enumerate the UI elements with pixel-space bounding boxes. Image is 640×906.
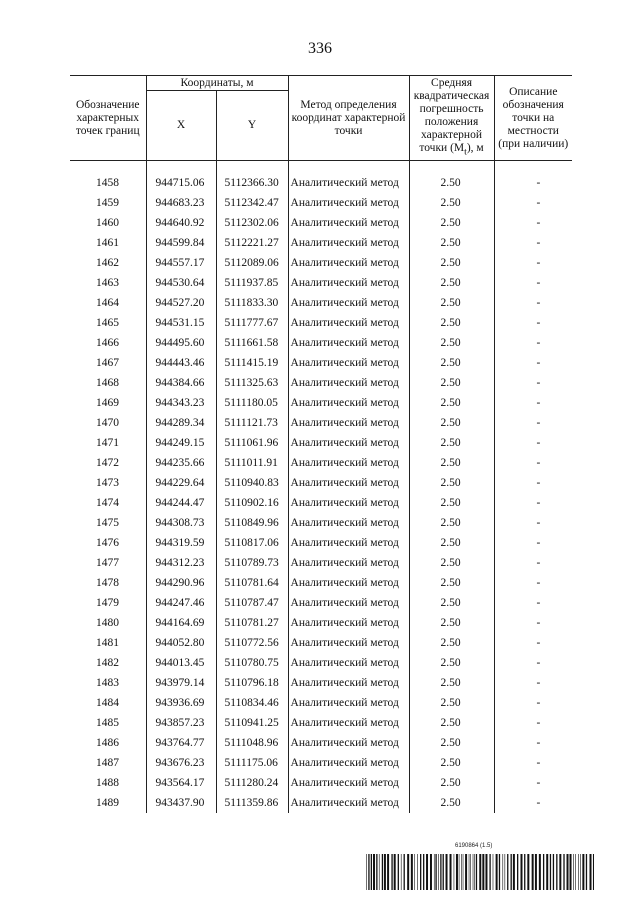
method-cell: Аналитический метод xyxy=(288,573,409,593)
error-cell: 2.50 xyxy=(409,673,494,693)
y-coordinate-cell: 5110817.06 xyxy=(216,533,288,553)
error-cell: 2.50 xyxy=(409,633,494,653)
point-id-cell: 1477 xyxy=(70,553,146,573)
x-coordinate-cell: 944052.80 xyxy=(146,633,216,653)
x-coordinate-cell: 943979.14 xyxy=(146,673,216,693)
y-coordinate-cell: 5111661.58 xyxy=(216,333,288,353)
x-coordinate-cell: 944343.23 xyxy=(146,393,216,413)
x-coordinate-cell: 943764.77 xyxy=(146,733,216,753)
x-coordinate-cell: 944247.46 xyxy=(146,593,216,613)
error-cell: 2.50 xyxy=(409,793,494,813)
x-coordinate-cell: 943676.23 xyxy=(146,753,216,773)
table-row xyxy=(70,473,572,493)
description-cell: - xyxy=(494,173,572,193)
point-id-cell: 1485 xyxy=(70,713,146,733)
point-id-cell: 1489 xyxy=(70,793,146,813)
table-row xyxy=(70,793,572,813)
description-cell: - xyxy=(494,773,572,793)
point-id-cell: 1460 xyxy=(70,213,146,233)
table-row xyxy=(70,493,572,513)
description-cell: - xyxy=(494,613,572,633)
point-id-cell: 1475 xyxy=(70,513,146,533)
table-row xyxy=(70,673,572,693)
table-row xyxy=(70,633,572,653)
table-row xyxy=(70,273,572,293)
y-coordinate-cell: 5112342.47 xyxy=(216,193,288,213)
point-id-cell: 1478 xyxy=(70,573,146,593)
point-id-cell: 1466 xyxy=(70,333,146,353)
error-cell: 2.50 xyxy=(409,433,494,453)
x-coordinate-cell: 944290.96 xyxy=(146,573,216,593)
point-id-cell: 1483 xyxy=(70,673,146,693)
method-cell: Аналитический метод xyxy=(288,273,409,293)
description-cell: - xyxy=(494,793,572,813)
description-cell: - xyxy=(494,393,572,413)
method-cell: Аналитический метод xyxy=(288,413,409,433)
method-cell: Аналитический метод xyxy=(288,353,409,373)
table-row xyxy=(70,593,572,613)
y-coordinate-cell: 5110940.83 xyxy=(216,473,288,493)
y-coordinate-cell: 5111011.91 xyxy=(216,453,288,473)
point-id-cell: 1463 xyxy=(70,273,146,293)
x-coordinate-cell: 943857.23 xyxy=(146,713,216,733)
description-cell: - xyxy=(494,233,572,253)
description-cell: - xyxy=(494,713,572,733)
x-coordinate-cell: 944319.59 xyxy=(146,533,216,553)
barcode-image xyxy=(366,844,594,890)
point-id-cell: 1458 xyxy=(70,173,146,193)
method-cell: Аналитический метод xyxy=(288,653,409,673)
method-cell: Аналитический метод xyxy=(288,333,409,353)
page-number: 336 xyxy=(308,40,332,57)
table-row xyxy=(70,433,572,453)
method-cell: Аналитический метод xyxy=(288,693,409,713)
error-cell: 2.50 xyxy=(409,533,494,553)
point-id-cell: 1476 xyxy=(70,533,146,553)
description-cell: - xyxy=(494,353,572,373)
x-coordinate-cell: 944715.06 xyxy=(146,173,216,193)
point-id-cell: 1471 xyxy=(70,433,146,453)
table-row xyxy=(70,613,572,633)
y-coordinate-cell: 5110772.56 xyxy=(216,633,288,653)
method-cell: Аналитический метод xyxy=(288,473,409,493)
point-id-cell: 1486 xyxy=(70,733,146,753)
y-coordinate-cell: 5111280.24 xyxy=(216,773,288,793)
y-coordinate-cell: 5110834.46 xyxy=(216,693,288,713)
header-description: Описание обозначения точки на местности (при наличии) xyxy=(494,76,572,161)
description-cell: - xyxy=(494,273,572,293)
table-row xyxy=(70,753,572,773)
table-row xyxy=(70,393,572,413)
x-coordinate-cell: 943564.17 xyxy=(146,773,216,793)
y-coordinate-cell: 5112089.06 xyxy=(216,253,288,273)
table-row xyxy=(70,213,572,233)
table-row xyxy=(70,253,572,273)
header-coordinates: Координаты, м xyxy=(146,76,288,91)
method-cell: Аналитический метод xyxy=(288,493,409,513)
x-coordinate-cell: 944599.84 xyxy=(146,233,216,253)
method-cell: Аналитический метод xyxy=(288,293,409,313)
error-cell: 2.50 xyxy=(409,273,494,293)
description-cell: - xyxy=(494,333,572,353)
table-row xyxy=(70,413,572,433)
x-coordinate-cell: 944244.47 xyxy=(146,493,216,513)
method-cell: Аналитический метод xyxy=(288,193,409,213)
table-row xyxy=(70,453,572,473)
table-header xyxy=(70,76,572,174)
y-coordinate-cell: 5110849.96 xyxy=(216,513,288,533)
x-coordinate-cell: 943936.69 xyxy=(146,693,216,713)
y-coordinate-cell: 5110902.16 xyxy=(216,493,288,513)
description-cell: - xyxy=(494,213,572,233)
error-cell: 2.50 xyxy=(409,653,494,673)
point-id-cell: 1481 xyxy=(70,633,146,653)
point-id-cell: 1488 xyxy=(70,773,146,793)
header-y: Y xyxy=(216,91,288,161)
error-cell: 2.50 xyxy=(409,613,494,633)
y-coordinate-cell: 5112221.27 xyxy=(216,233,288,253)
error-cell: 2.50 xyxy=(409,553,494,573)
table-row xyxy=(70,513,572,533)
error-cell: 2.50 xyxy=(409,573,494,593)
y-coordinate-cell: 5111048.96 xyxy=(216,733,288,753)
x-coordinate-cell: 944557.17 xyxy=(146,253,216,273)
description-cell: - xyxy=(494,693,572,713)
description-cell: - xyxy=(494,553,572,573)
y-coordinate-cell: 5111175.06 xyxy=(216,753,288,773)
x-coordinate-cell: 944164.69 xyxy=(146,613,216,633)
x-coordinate-cell: 944384.66 xyxy=(146,373,216,393)
table-row xyxy=(70,313,572,333)
description-cell: - xyxy=(494,253,572,273)
y-coordinate-cell: 5111937.85 xyxy=(216,273,288,293)
barcode-label: 6190864 (1.5) xyxy=(455,843,493,849)
description-cell: - xyxy=(494,433,572,453)
x-coordinate-cell: 944229.64 xyxy=(146,473,216,493)
description-cell: - xyxy=(494,593,572,613)
y-coordinate-cell: 5110796.18 xyxy=(216,673,288,693)
description-cell: - xyxy=(494,513,572,533)
description-cell: - xyxy=(494,193,572,213)
error-cell: 2.50 xyxy=(409,453,494,473)
table-row xyxy=(70,733,572,753)
method-cell: Аналитический метод xyxy=(288,453,409,473)
error-cell: 2.50 xyxy=(409,693,494,713)
table-body xyxy=(70,173,572,813)
header-method: Метод определения координат характерной точки xyxy=(288,76,409,161)
y-coordinate-cell: 5111359.86 xyxy=(216,793,288,813)
table-row xyxy=(70,373,572,393)
y-coordinate-cell: 5112302.06 xyxy=(216,213,288,233)
method-cell: Аналитический метод xyxy=(288,173,409,193)
y-coordinate-cell: 5111061.96 xyxy=(216,433,288,453)
method-cell: Аналитический метод xyxy=(288,633,409,653)
point-id-cell: 1470 xyxy=(70,413,146,433)
description-cell: - xyxy=(494,653,572,673)
point-id-cell: 1473 xyxy=(70,473,146,493)
header-error xyxy=(409,76,494,161)
error-cell: 2.50 xyxy=(409,753,494,773)
x-coordinate-cell: 943437.90 xyxy=(146,793,216,813)
description-cell: - xyxy=(494,453,572,473)
y-coordinate-cell: 5111325.63 xyxy=(216,373,288,393)
method-cell: Аналитический метод xyxy=(288,393,409,413)
y-coordinate-cell: 5111121.73 xyxy=(216,413,288,433)
description-cell: - xyxy=(494,313,572,333)
method-cell: Аналитический метод xyxy=(288,553,409,573)
table-row xyxy=(70,233,572,253)
method-cell: Аналитический метод xyxy=(288,533,409,553)
description-cell: - xyxy=(494,573,572,593)
error-cell: 2.50 xyxy=(409,293,494,313)
description-cell: - xyxy=(494,373,572,393)
table-row xyxy=(70,553,572,573)
table-row xyxy=(70,773,572,793)
method-cell: Аналитический метод xyxy=(288,673,409,693)
point-id-cell: 1484 xyxy=(70,693,146,713)
header-error-subscript: t xyxy=(464,146,467,158)
point-id-cell: 1469 xyxy=(70,393,146,413)
y-coordinate-cell: 5110781.27 xyxy=(216,613,288,633)
method-cell: Аналитический метод xyxy=(288,593,409,613)
error-cell: 2.50 xyxy=(409,773,494,793)
error-cell: 2.50 xyxy=(409,253,494,273)
x-coordinate-cell: 944683.23 xyxy=(146,193,216,213)
table-row xyxy=(70,693,572,713)
table-row xyxy=(70,653,572,673)
method-cell: Аналитический метод xyxy=(288,253,409,273)
x-coordinate-cell: 944527.20 xyxy=(146,293,216,313)
x-coordinate-cell: 944495.60 xyxy=(146,333,216,353)
x-coordinate-cell: 944308.73 xyxy=(146,513,216,533)
point-id-cell: 1464 xyxy=(70,293,146,313)
point-id-cell: 1482 xyxy=(70,653,146,673)
description-cell: - xyxy=(494,293,572,313)
description-cell: - xyxy=(494,493,572,513)
method-cell: Аналитический метод xyxy=(288,233,409,253)
method-cell: Аналитический метод xyxy=(288,733,409,753)
error-cell: 2.50 xyxy=(409,593,494,613)
y-coordinate-cell: 5110787.47 xyxy=(216,593,288,613)
error-cell: 2.50 xyxy=(409,493,494,513)
method-cell: Аналитический метод xyxy=(288,513,409,533)
point-id-cell: 1487 xyxy=(70,753,146,773)
point-id-cell: 1472 xyxy=(70,453,146,473)
error-cell: 2.50 xyxy=(409,333,494,353)
method-cell: Аналитический метод xyxy=(288,433,409,453)
error-cell: 2.50 xyxy=(409,313,494,333)
description-cell: - xyxy=(494,633,572,653)
error-cell: 2.50 xyxy=(409,393,494,413)
method-cell: Аналитический метод xyxy=(288,773,409,793)
method-cell: Аналитический метод xyxy=(288,213,409,233)
header-error-suffix: ), м xyxy=(466,142,484,155)
table-row xyxy=(70,573,572,593)
y-coordinate-cell: 5111415.19 xyxy=(216,353,288,373)
table-row xyxy=(70,333,572,353)
description-cell: - xyxy=(494,733,572,753)
header-x: X xyxy=(146,91,216,161)
y-coordinate-cell: 5111833.30 xyxy=(216,293,288,313)
x-coordinate-cell: 944289.34 xyxy=(146,413,216,433)
error-cell: 2.50 xyxy=(409,473,494,493)
point-id-cell: 1465 xyxy=(70,313,146,333)
point-id-cell: 1461 xyxy=(70,233,146,253)
header-error-prefix: Средняя квадратическая погрешность положения характерной точки (M xyxy=(413,77,490,155)
table-row xyxy=(70,353,572,373)
method-cell: Аналитический метод xyxy=(288,753,409,773)
point-id-cell: 1479 xyxy=(70,593,146,613)
error-cell: 2.50 xyxy=(409,193,494,213)
y-coordinate-cell: 5111777.67 xyxy=(216,313,288,333)
x-coordinate-cell: 944640.92 xyxy=(146,213,216,233)
method-cell: Аналитический метод xyxy=(288,713,409,733)
method-cell: Аналитический метод xyxy=(288,313,409,333)
x-coordinate-cell: 944249.15 xyxy=(146,433,216,453)
y-coordinate-cell: 5110780.75 xyxy=(216,653,288,673)
point-id-cell: 1468 xyxy=(70,373,146,393)
error-cell: 2.50 xyxy=(409,173,494,193)
point-id-cell: 1480 xyxy=(70,613,146,633)
table-row xyxy=(70,193,572,213)
error-cell: 2.50 xyxy=(409,733,494,753)
method-cell: Аналитический метод xyxy=(288,793,409,813)
x-coordinate-cell: 944235.66 xyxy=(146,453,216,473)
header-designation: Обозначение характерных точек границ xyxy=(70,76,146,161)
error-cell: 2.50 xyxy=(409,373,494,393)
point-id-cell: 1474 xyxy=(70,493,146,513)
x-coordinate-cell: 944312.23 xyxy=(146,553,216,573)
table-row xyxy=(70,293,572,313)
x-coordinate-cell: 944443.46 xyxy=(146,353,216,373)
method-cell: Аналитический метод xyxy=(288,613,409,633)
description-cell: - xyxy=(494,473,572,493)
error-cell: 2.50 xyxy=(409,353,494,373)
boundary-points-table xyxy=(70,75,572,813)
error-cell: 2.50 xyxy=(409,713,494,733)
error-cell: 2.50 xyxy=(409,233,494,253)
point-id-cell: 1467 xyxy=(70,353,146,373)
description-cell: - xyxy=(494,533,572,553)
point-id-cell: 1462 xyxy=(70,253,146,273)
error-cell: 2.50 xyxy=(409,213,494,233)
description-cell: - xyxy=(494,753,572,773)
y-coordinate-cell: 5110941.25 xyxy=(216,713,288,733)
error-cell: 2.50 xyxy=(409,513,494,533)
y-coordinate-cell: 5111180.05 xyxy=(216,393,288,413)
table-row xyxy=(70,173,572,193)
table-row xyxy=(70,533,572,553)
x-coordinate-cell: 944013.45 xyxy=(146,653,216,673)
y-coordinate-cell: 5112366.30 xyxy=(216,173,288,193)
y-coordinate-cell: 5110789.73 xyxy=(216,553,288,573)
method-cell: Аналитический метод xyxy=(288,373,409,393)
table-row xyxy=(70,713,572,733)
point-id-cell: 1459 xyxy=(70,193,146,213)
x-coordinate-cell: 944531.15 xyxy=(146,313,216,333)
error-cell: 2.50 xyxy=(409,413,494,433)
x-coordinate-cell: 944530.64 xyxy=(146,273,216,293)
description-cell: - xyxy=(494,413,572,433)
y-coordinate-cell: 5110781.64 xyxy=(216,573,288,593)
description-cell: - xyxy=(494,673,572,693)
